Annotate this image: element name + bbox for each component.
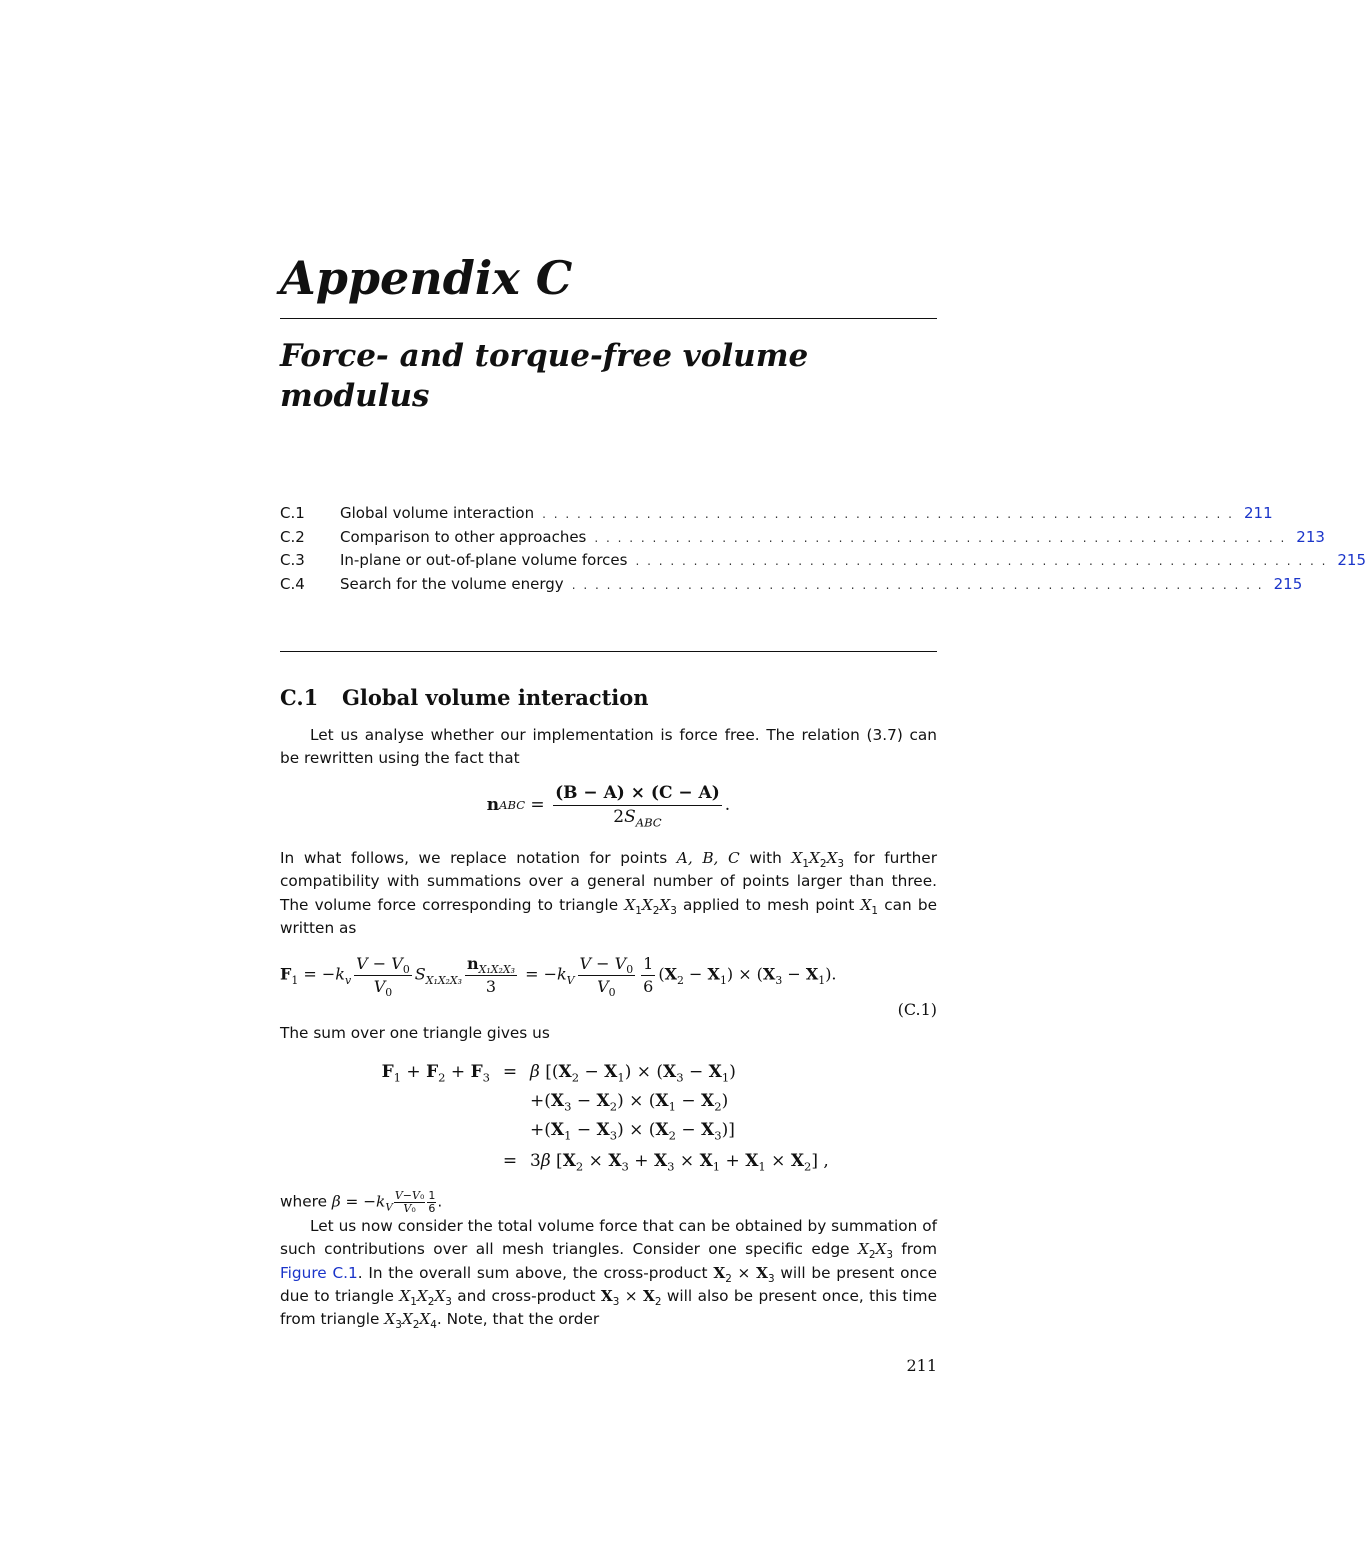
table-of-contents (280, 504, 1366, 598)
equation-normal: n ABC = $\frac{(B - A) \times (C - A)}{2S_{ABC}}$ . (486, 783, 731, 830)
fraction: $\frac{(B - A) \times (C - A)}{2S_{ABC}}$ (555, 783, 720, 830)
page: Appendix C Force- and torque-free volume modulus C.1 Global volume interaction . . . . . . . . . . . . . . . . . . . . . . . . . . . . . . . . . . . . . . . . . . . . . . . . . . . . . . . . . . . . 211 C.2 Comparison to other approaches . . . . . . . . . . . . . . . . . . . . . . . . . . . . . . . . . . . . . . . . . . . . . . . . . . . . . . . . . . . . 213 C.3 In-plane or out-of-plane volume forces . . . . . . . . . . . . . . . . . . . . . . . . . . . . . . . . . . . . . . . . . . . . . . . . . . . . . . . . . . . . 215 C.4 Search for the volume energy . . . . . . . . . . . . . . . . . . . . . . . . . . . . . . . . . . . . . . . . . . . . . . . . . . . . . . . . . . . . 215 C.1 Global volume interaction Let us analyse whether our implementation is force free. The relation (3.7) can be rewritten using the fact that n ABC = $\frac{(B - A) \times (C - A)}{2S_{ABC}}$ . In what follows, we replace notation for points A, B, C with $X_1X_2X_3$ for further compatibility with summations over a general number of points larger than three. The volume force corresponding to triangle $X_1X_2X_3$ applied to mesh point $X_1$ can be written as $F_1 = -k_v$ $\frac{V - V_0}{V_0}$ $S_{X_1X_2X_3}$ $\frac{n_{X_1X_2X_3}}{3}$ = $-k_V$ $\frac{V - V_0}{V_0}$ $\frac{1}{6}$ $(X_2 - X_1) \times (X_3 - X_1)$. (C.1) The sum over one triangle gives us $F_1 + F_2 + F_3 = \beta$ [$(X_2 - X_1) \times (X_3 - X_1)$ $+(X_3 - X_2) \times (X_1 - X_2)$ $+(X_1 - X_3) \times (X_2 - X_3)$] = 3β $[X_2 \times X_3 + X_3 \times X_1 + X_1 \times X_2]$ , where $\beta = -k_V$ $\frac{\text{V−V₀}}{\text{V₀}}$ $\frac{1}{6}$ . Let us now consider the total volume force that can be obtained by summation of such contributions over all mesh triangles. Consider one specific edge $X_2X_3$ from Figure C.1. In the overall sum above, the cross-product $X_2 \times X_3$ will be present once due to triangle $X_1X_2X_3$ and cross-product $X_3 \times X_2$ will also be present once, this time from triangle $X_3X_2X_4$. Note, that the order 211 (280, 0, 937, 1553)
chapter-label: Appendix C (280, 251, 573, 305)
chapter-rule (280, 318, 937, 319)
toc-number: C.1 (280, 504, 305, 522)
chapter-title: Force- and torque-free volume modulus (280, 338, 809, 414)
toc-leader: . . . . . . . . . . . . . . . . . . . . . . . . . . . . . . . . . . . . . . . . . . . . . . . . . . . . . . . . . . . . (571, 577, 1264, 592)
toc-number: C.2 (280, 527, 305, 546)
toc-leader: . . . . . . . . . . . . . . . . . . . . . . . . . . . . . . . . . . . . . . . . . . . . . . . . . . . . . . . . . . . . (594, 530, 1287, 545)
paragraph-sum: The sum over one triangle gives us (280, 1024, 550, 1042)
toc-row (280, 574, 1303, 599)
toc-leader: . . . . . . . . . . . . . . . . . . . . . . . . . . . . . . . . . . . . . . . . . . . . . . . . . . . . . . . . . . . . (635, 554, 1328, 568)
page-number: 211 (906, 1356, 937, 1375)
toc-page-link[interactable]: 211 (1244, 504, 1273, 522)
toc-number: C.4 (280, 574, 305, 593)
toc-row (280, 504, 1273, 528)
toc-title: In-plane or out-of-plane volume forces (340, 551, 628, 569)
paragraph-intro: Let us analyse whether our implementation is force free. The relation (3.7) can be rewritten using the fact that (280, 726, 937, 768)
paragraph-notation: In what follows, we replace notation for points A, B, C with $X_1X_2X_3$ for further compatibility with summations over a general number of points larger than three. The volume force corresponding to triangle $X_1X_2X_3$ applied to mesh point $X_1$ can be written as (280, 849, 938, 937)
toc-page-link[interactable]: 213 (1296, 527, 1325, 546)
toc-number: C.3 (280, 551, 305, 569)
section-number: C.1 (280, 685, 319, 710)
section-title: Global volume interaction (342, 685, 649, 710)
toc-title: Global volume interaction (340, 504, 535, 522)
equation-number: (C.1) (897, 1000, 937, 1019)
paragraph-where: where $\beta = -k_V$ $\frac{\text{V−V₀}}{\text{V₀}}$ $\frac{1}{6}$ . (280, 1189, 443, 1215)
equation-c1: $F_1 = -k_v$ $\frac{V - V_0}{V_0}$ $S_{X_1X_2X_3}$ $\frac{n_{X_1X_2X_3}}{3}$ = $-k_V$ $\frac{V - V_0}{V_0}$ $\frac{1}{6}$ $(X_2 - X_1) \times (X_3 - X_1)$. (280, 954, 837, 999)
toc-title: Search for the volume energy (340, 574, 564, 593)
toc-leader: . . . . . . . . . . . . . . . . . . . . . . . . . . . . . . . . . . . . . . . . . . . . . . . . . . . . . . . . . . . . (542, 507, 1234, 521)
toc-row (280, 551, 1366, 575)
toc-title: Comparison to other approaches (340, 527, 587, 546)
section-rule (280, 651, 937, 652)
toc-page-link[interactable]: 215 (1273, 574, 1303, 593)
paragraph-total-force: Let us now consider the total volume force that can be obtained by summation of such contributions over all mesh triangles. Consider one specific edge $X_2X_3$ from Figure C.1. In the overall sum above, the cross-product $X_2 \times X_3$ will be present once due to triangle $X_1X_2X_3$ and cross-product $X_3 \times X_2$ will also be present once, this time from triangle $X_3X_2X_4$. Note, that the order (280, 1217, 938, 1332)
figure-link[interactable]: Figure C.1 (280, 1263, 358, 1282)
section-heading (280, 684, 649, 712)
toc-row (280, 527, 1325, 552)
toc-page-link[interactable]: 215 (1337, 551, 1366, 569)
